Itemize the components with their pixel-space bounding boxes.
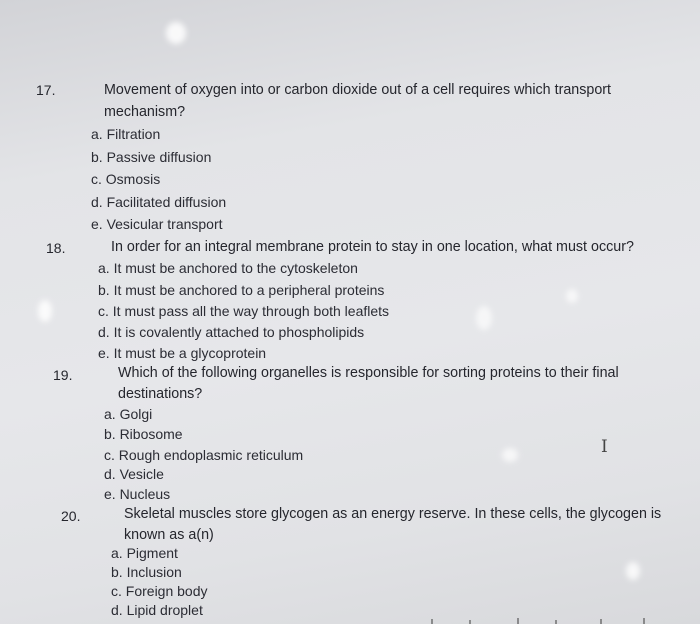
glare-spot bbox=[566, 289, 578, 303]
answer-option: b. Inclusion bbox=[111, 564, 182, 580]
answer-option: d. It is covalently attached to phospholipids bbox=[98, 324, 365, 340]
question-number: 19. bbox=[53, 367, 73, 383]
question-text: Movement of oxygen into or carbon dioxide out of a cell requires which transport bbox=[104, 82, 612, 98]
glare-spot bbox=[38, 300, 52, 322]
answer-option: b. Passive diffusion bbox=[91, 149, 212, 165]
answer-option: d. Vesicle bbox=[104, 466, 164, 482]
question-text: mechanism? bbox=[104, 104, 186, 120]
answer-option: e. It must be a glycoprotein bbox=[98, 345, 267, 361]
clipped-text-edge bbox=[430, 615, 660, 624]
answer-option: d. Facilitated diffusion bbox=[91, 194, 227, 210]
answer-option: a. Filtration bbox=[91, 126, 161, 142]
answer-option: e. Nucleus bbox=[104, 486, 171, 502]
answer-option: d. Lipid droplet bbox=[111, 602, 203, 618]
answer-option: b. Ribosome bbox=[104, 426, 183, 442]
question-text: In order for an integral membrane protein to stay in one location, what must occur? bbox=[111, 239, 634, 255]
question-number: 18. bbox=[46, 240, 66, 256]
glare-spot bbox=[502, 448, 518, 462]
answer-option: c. It must pass all the way through both leaflets bbox=[98, 303, 390, 319]
answer-option: c. Osmosis bbox=[91, 171, 161, 187]
glare-spot bbox=[626, 562, 640, 580]
glare-spot bbox=[166, 22, 186, 44]
question-number: 20. bbox=[61, 508, 81, 524]
answer-option: a. Pigment bbox=[111, 545, 178, 561]
answer-option: a. It must be anchored to the cytoskeleton bbox=[98, 260, 358, 276]
question-text: Which of the following organelles is responsible for sorting proteins to their final bbox=[118, 365, 619, 381]
answer-option: c. Foreign body bbox=[111, 583, 208, 599]
question-text: known as a(n) bbox=[124, 527, 214, 543]
text-cursor-icon: I bbox=[601, 437, 608, 457]
question-text: destinations? bbox=[118, 386, 203, 402]
answer-option: c. Rough endoplasmic reticulum bbox=[104, 447, 304, 463]
glare-spot bbox=[476, 306, 492, 330]
question-number: 17. bbox=[36, 82, 56, 98]
question-text: Skeletal muscles store glycogen as an energy reserve. In these cells, the glycogen is bbox=[124, 506, 662, 522]
answer-option: e. Vesicular transport bbox=[91, 216, 223, 232]
answer-option: b. It must be anchored to a peripheral proteins bbox=[98, 282, 385, 298]
answer-option: a. Golgi bbox=[104, 406, 153, 422]
